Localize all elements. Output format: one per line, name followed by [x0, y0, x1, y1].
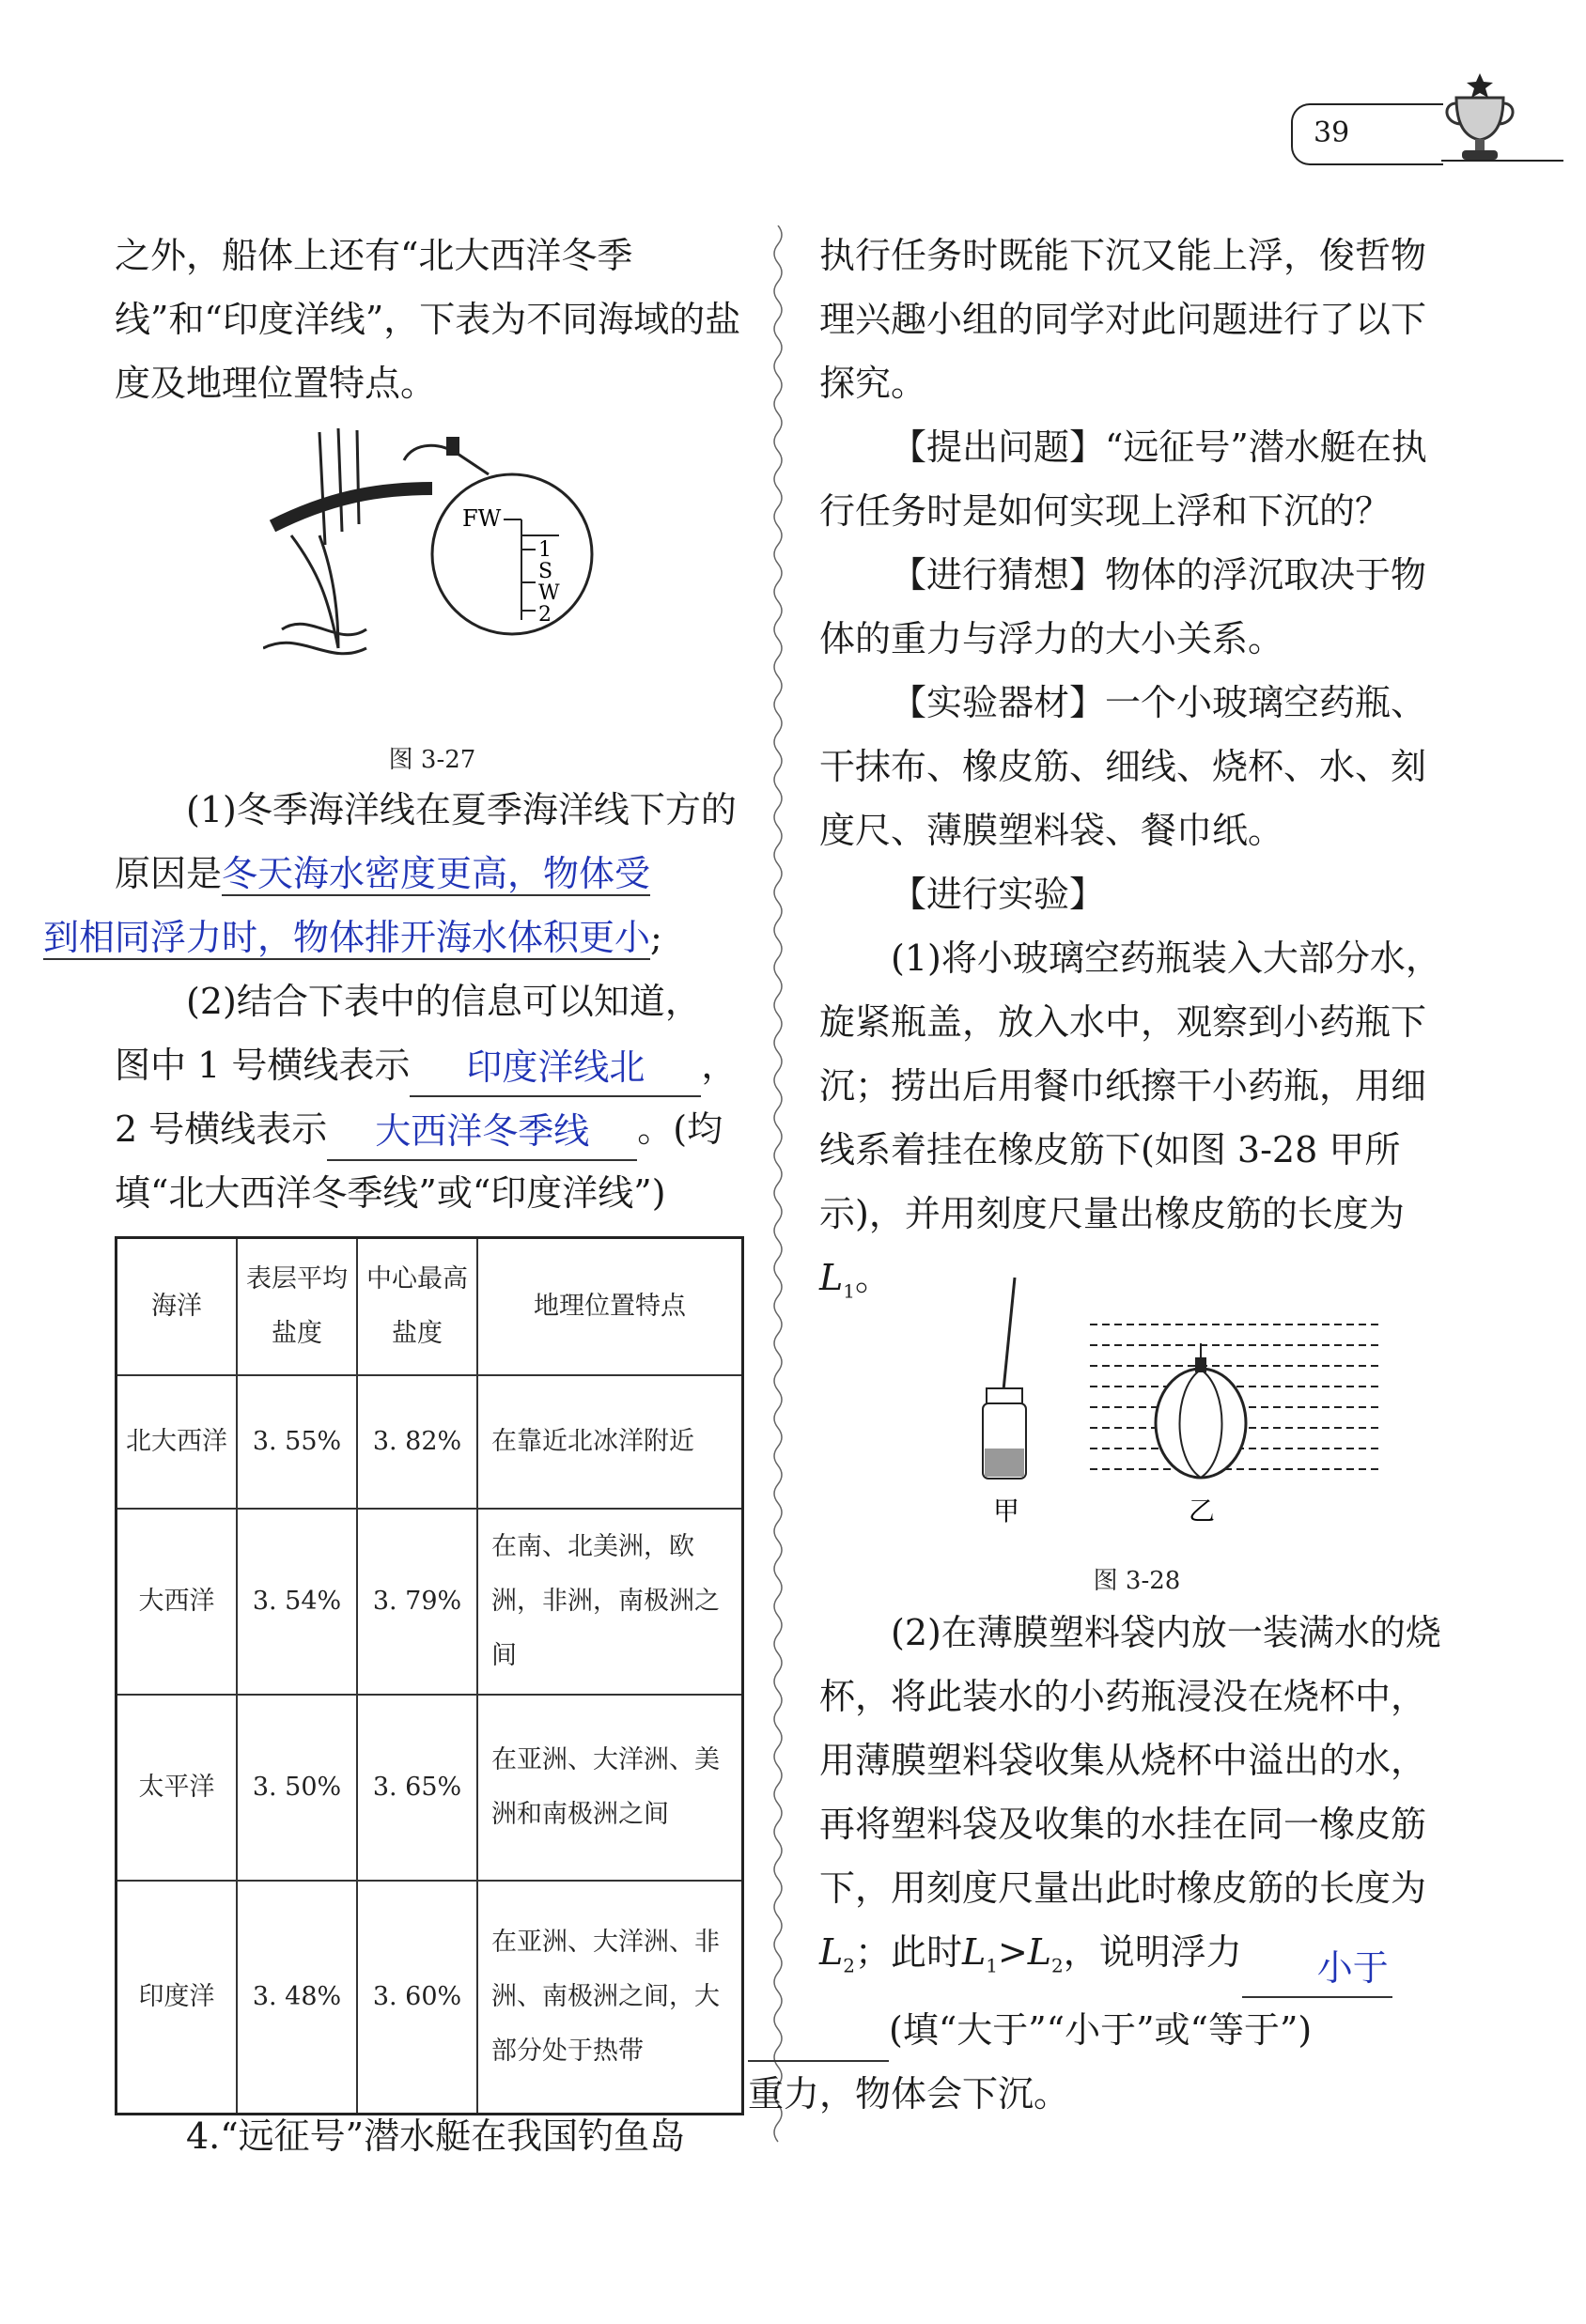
answer-2b: 大西洋冬季线 [327, 1103, 637, 1161]
l1-variable: L [819, 1257, 844, 1298]
paragraph-materials: 【实验器材】一个小玻璃空药瓶、干抹布、橡皮筋、细线、烧杯、水、刻度尺、薄膜塑料袋、餐巾纸。 [819, 682, 1427, 851]
column-divider [769, 225, 787, 2161]
question-1-text: (1)冬季海洋线在夏季海洋线下方的原因是 [115, 789, 737, 894]
question-4-start: 4.“远征号”潜水艇在我国钓鱼岛 [186, 2115, 686, 2157]
l2-subscript: 2 [1051, 1954, 1064, 1977]
cell-max-salinity: 3. 79% [357, 1509, 477, 1695]
question-2-line1: 图中 1 号横线表示 [115, 1045, 411, 1086]
step-2-text-b: ；此时 [854, 1931, 962, 1973]
header-location: 地理位置特点 [477, 1238, 743, 1376]
step-2-end: 重力，物体会下沉。 [748, 2072, 1070, 2115]
cell-ocean: 印度洋 [117, 1881, 238, 2115]
s-mark: S [538, 560, 553, 583]
ocean-salinity-table [115, 1236, 744, 2115]
vial-experiment-figure [949, 1268, 1400, 1531]
l2-variable: L [819, 1931, 844, 1973]
line-1-mark: 1 [538, 538, 552, 562]
paragraph-step-2 [748, 1601, 1454, 2126]
paragraph-task: 执行任务时既能下沉又能上浮，俊哲物理兴趣小组的同学对此问题进行了以下探究。 [819, 235, 1427, 404]
cell-max-salinity: 3. 82% [357, 1375, 477, 1509]
compare-sign: > [997, 1931, 1028, 1973]
cell-max-salinity: 3. 65% [357, 1695, 477, 1881]
w-mark: W [538, 581, 560, 605]
cell-max-salinity: 3. 60% [357, 1881, 477, 2115]
answer-2a: 印度洋线北 [410, 1039, 701, 1097]
answer-1b: 到相同浮力时，物体排开海水体积更小 [43, 917, 651, 958]
table-row [117, 1509, 743, 1695]
answer-buoyancy: 小于 [1242, 1940, 1392, 1998]
question-2-line2-suffix: 。(均 [637, 1108, 723, 1150]
cell-surface-salinity: 3. 50% [237, 1695, 357, 1881]
step-1-text: (1)将小玻璃空药瓶装入大部分水，旋紧瓶盖，放入水中，观察到小药瓶下沉；捞出后用餐巾纸擦干小药瓶，用细线系着挂在橡皮筋下(如图 3-28 甲所示)，并用刻度尺量出橡皮筋的长度为 [819, 937, 1441, 1234]
figure-3-28-caption: 图 3-28 [1093, 1567, 1181, 1595]
answer-1a: 冬天海水密度更高，物体受 [222, 853, 651, 894]
answer-buoyancy-continued [748, 2060, 889, 2062]
ship-load-line-figure [263, 423, 620, 667]
cell-ocean: 大西洋 [117, 1509, 238, 1695]
fill-instruction: (填“大于”“小于”或“等于”) [889, 2008, 1313, 2051]
table-row [117, 1375, 743, 1509]
question-2-line1-suffix: ， [701, 1045, 738, 1086]
fw-mark: FW [462, 505, 502, 532]
l1-variable: L [961, 1931, 987, 1973]
l2-variable: L [1027, 1931, 1052, 1973]
cell-location: 在亚洲、大洋洲、非洲、南极洲之间，大部分处于热带 [477, 1881, 743, 2115]
cell-location: 在亚洲、大洋洲、美洲和南极洲之间 [477, 1695, 743, 1881]
step-1-end: 。 [854, 1257, 891, 1298]
page-number: 39 [1314, 116, 1350, 149]
paragraph-hypothesis: 【进行猜想】物体的浮沉取决于物体的重力与浮力的大小关系。 [819, 554, 1427, 659]
cell-ocean: 太平洋 [117, 1695, 238, 1881]
header-surface-salinity: 表层平均盐度 [237, 1238, 357, 1376]
header-ocean: 海洋 [117, 1238, 238, 1376]
question-2 [115, 969, 754, 1225]
question-1 [43, 778, 744, 969]
paragraph-step-1 [819, 926, 1454, 1324]
label-yi: 乙 [1189, 1495, 1216, 1526]
question-2-line3: 填“北大西洋冬季线”或“印度洋线”) [115, 1172, 666, 1214]
paragraph-question: 【提出问题】“远征号”潜水艇在执行任务时是如何实现上浮和下沉的？ [819, 426, 1427, 532]
table-row [117, 1695, 743, 1881]
step-2-text: (2)在薄膜塑料袋内放一装满水的烧杯，将此装水的小药瓶浸没在烧杯中，用薄膜塑料袋收集从烧杯中溢出的水，再将塑料袋及收集的水挂在同一橡皮筋下，用刻度尺量出此时橡皮筋的长度为 [819, 1612, 1441, 1909]
l1-subscript: 1 [986, 1954, 998, 1977]
figure-3-27-caption: 图 3-27 [388, 746, 476, 774]
label-jia: 甲 [993, 1495, 1020, 1526]
answer-1-end: ; [650, 917, 662, 958]
line-2-mark: 2 [538, 603, 552, 627]
question-2-line2: 2 号横线表示 [115, 1108, 328, 1150]
l2-subscript: 2 [843, 1954, 855, 1977]
paragraph-experiment-heading: 【进行实验】 [891, 874, 1106, 915]
cell-location: 在南、北美洲，欧洲，非洲，南极洲之间 [477, 1509, 743, 1695]
table-row [117, 1881, 743, 2115]
cell-ocean: 北大西洋 [117, 1375, 238, 1509]
table-header-row [117, 1238, 743, 1376]
cell-surface-salinity: 3. 55% [237, 1375, 357, 1509]
l1-subscript: 1 [843, 1279, 855, 1303]
intro-paragraph: 之外，船体上还有“北大西洋冬季线”和“印度洋线”，下表为不同海域的盐度及地理位置特点。 [115, 235, 741, 404]
cell-surface-salinity: 3. 54% [237, 1509, 357, 1695]
trophy-icon [1428, 70, 1532, 173]
cell-surface-salinity: 3. 48% [237, 1881, 357, 2115]
question-2-text: (2)结合下表中的信息可以知道， [186, 981, 701, 1022]
step-2-text-c: ，说明浮力 [1063, 1931, 1242, 1973]
cell-location: 在靠近北冰洋附近 [477, 1375, 743, 1509]
header-max-salinity: 中心最高盐度 [357, 1238, 477, 1376]
